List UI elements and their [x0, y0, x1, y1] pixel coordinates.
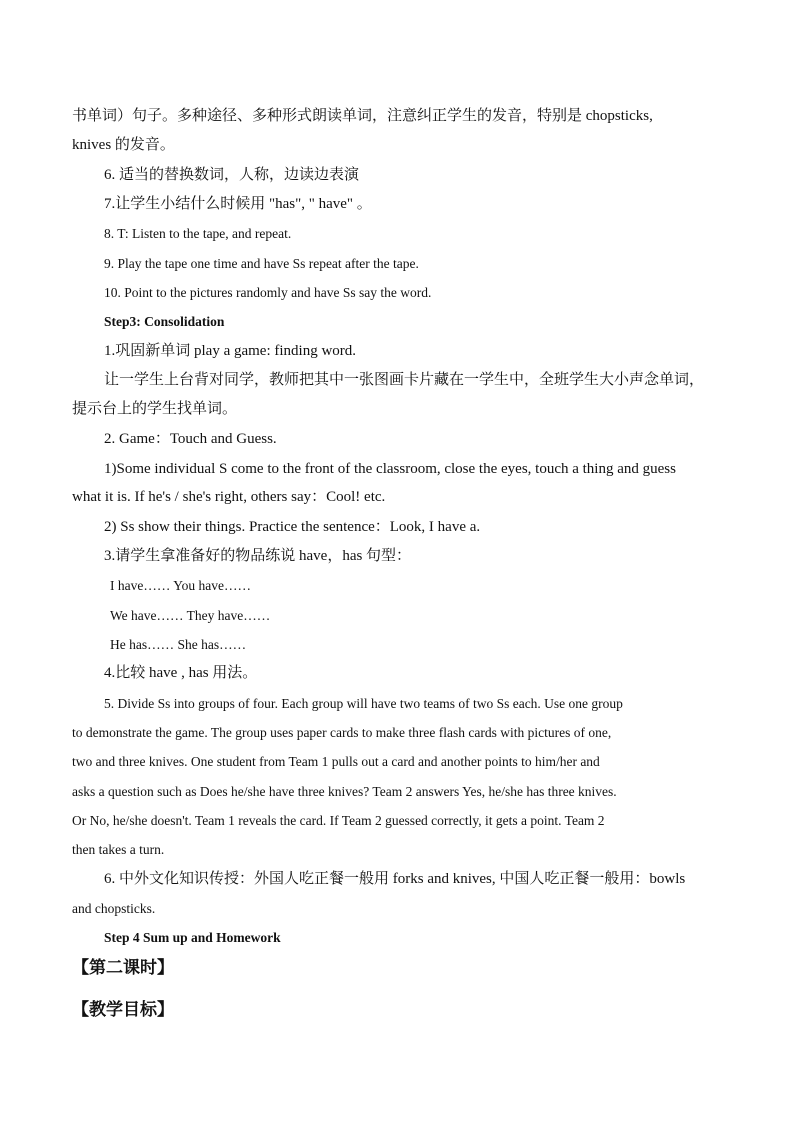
- paragraph-line: to demonstrate the game. The group uses paper cards to make three flash cards with pictures of one,: [72, 725, 612, 740]
- paragraph-line: 2. Game：Touch and Guess.: [104, 431, 277, 447]
- paragraph-line: 让一学生上台背对同学，教师把其中一张图画卡片藏在一学生中，全班学生大小声念单词，: [104, 372, 705, 388]
- paragraph-line: 5. Divide Ss into groups of four. Each group will have two teams of two Ss each. Use one group: [104, 696, 623, 711]
- paragraph-line: I have…… You have……: [110, 578, 251, 593]
- paragraph-line: 2) Ss show their things. Practice the sentence：Look, I have a.: [104, 519, 481, 535]
- paragraph-line: 提示台上的学生找单词。: [72, 401, 238, 417]
- paragraph-line: He has…… She has……: [110, 637, 247, 652]
- section-heading: Step 4 Sum up and Homework: [104, 930, 281, 945]
- paragraph-line: knives 的发音。: [72, 137, 175, 153]
- paragraph-line: 书单词）句子。多种途径、多种形式朗读单词，注意纠正学生的发音，特别是 chopsticks,: [72, 108, 653, 124]
- paragraph-line: 10. Point to the pictures randomly and have Ss say the word.: [104, 285, 432, 300]
- paragraph-line: 3.请学生拿准备好的物品练说 have，has 句型：: [104, 548, 412, 564]
- paragraph-line: then takes a turn.: [72, 842, 165, 857]
- paragraph-line: what it is. If he's / she's right, others say：Cool! etc.: [72, 489, 386, 505]
- paragraph-line: asks a question such as Does he/she have three knives? Team 2 answers Yes, he/she has three knives.: [72, 784, 617, 799]
- paragraph-line: 1.巩固新单词 play a game: finding word.: [104, 343, 357, 359]
- paragraph-line: 8. T: Listen to the tape, and repeat.: [104, 226, 292, 241]
- paragraph-line: and chopsticks.: [72, 901, 156, 916]
- paragraph-line: two and three knives. One student from Team 1 pulls out a card and another points to him/her and: [72, 754, 600, 769]
- objectives-heading: 【教学目标】: [72, 1000, 174, 1019]
- paragraph-line: We have…… They have……: [110, 608, 271, 623]
- paragraph-line: 4.比较 have , has 用法。: [104, 665, 258, 681]
- paragraph-line: 6. 适当的替换数词，人称，边读边表演: [104, 167, 360, 183]
- paragraph-line: 1)Some individual S come to the front of the classroom, close the eyes, touch a thing and guess: [104, 461, 676, 477]
- section-heading: Step3: Consolidation: [104, 314, 225, 329]
- paragraph-line: 6. 中外文化知识传授：外国人吃正餐一般用 forks and knives, 中国人吃正餐一般用：bowls: [104, 871, 686, 887]
- paragraph-line: Or No, he/she doesn't. Team 1 reveals the card. If Team 2 guessed correctly, it gets a point. Team 2: [72, 813, 605, 828]
- paragraph-line: 9. Play the tape one time and have Ss repeat after the tape.: [104, 256, 419, 271]
- paragraph-line: 7.让学生小结什么时候用 "has", " have" 。: [104, 196, 372, 212]
- lesson-heading: 【第二课时】: [72, 958, 174, 977]
